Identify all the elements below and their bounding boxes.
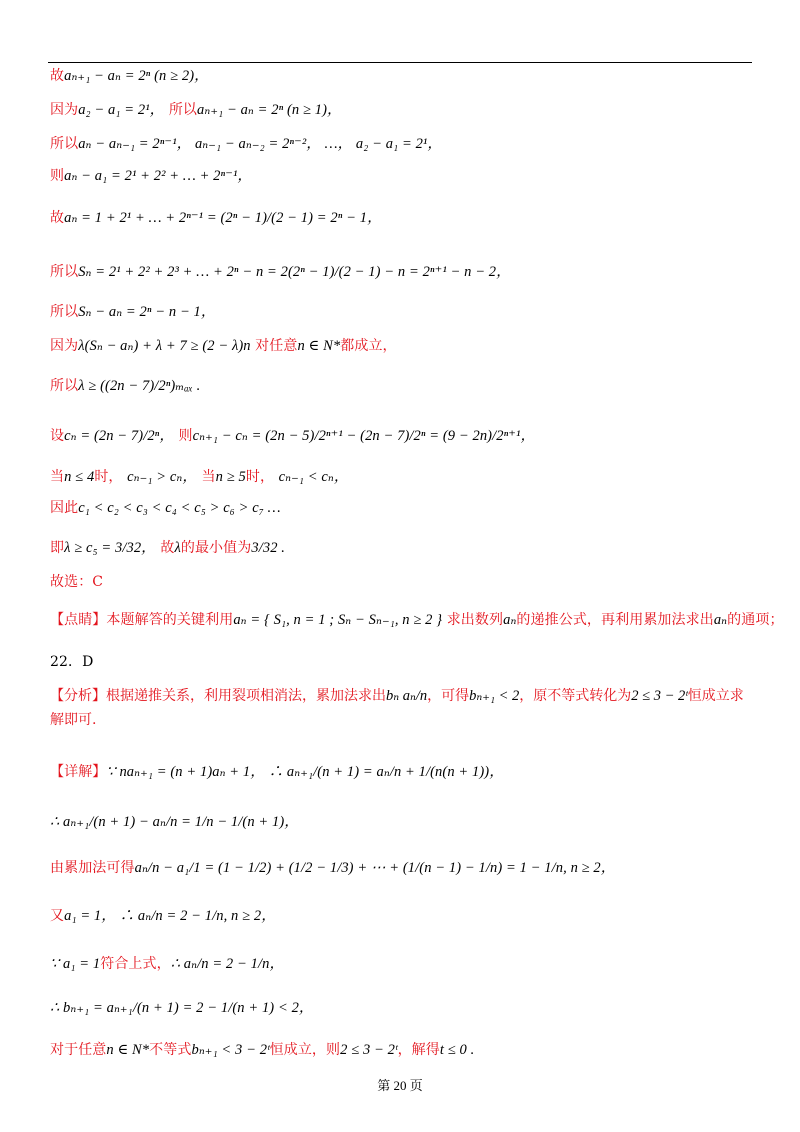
answer-line: 故选：C (50, 574, 104, 590)
text-line: 即λ ≥ c₅ = 3/32， 故λ的最小值为3/32 . (50, 540, 285, 556)
text-line: 因此c₁ < c₂ < c₃ < c₄ < c₅ > c₆ > c₇ … (50, 500, 281, 516)
page-number: 第 20 页 (377, 1078, 423, 1093)
text-line: 故aₙ = 1 + 2¹ + … + 2ⁿ⁻¹ = (2ⁿ − 1)/(2 − 1) = 2ⁿ − 1， (50, 210, 382, 226)
text-line: 则aₙ − a₁ = 2¹ + 2² + … + 2ⁿ⁻¹， (50, 168, 253, 184)
analysis-paragraph: 【分析】根据递推关系，利用裂项相消法，累加法求出bₙ aₙ/n，可得bₙ₊₁ < 2，原不等式转化为2 ≤ 3 − 2ᵗ恒成立求解即可. (50, 688, 744, 728)
text-line: 因为λ(Sₙ − aₙ) + λ + 7 ≥ (2 − λ)n 对任意n ∈ N*都成立， (50, 338, 397, 354)
text-line: 所以λ ≥ ((2n − 7)/2ⁿ)ₘₐₓ . (50, 378, 201, 394)
text-line: 【详解】∵ naₙ₊₁ = (n + 1)aₙ + 1， ∴ aₙ₊₁/(n + 1) = aₙ/n + 1/(n(n + 1))， (50, 764, 504, 780)
text-line: ∴ bₙ₊₁ = aₙ₊₁/(n + 1) = 2 − 1/(n + 1) < 2， (50, 1000, 314, 1016)
text-line: 所以Sₙ = 2¹ + 2² + 2³ + … + 2ⁿ − n = 2(2ⁿ − 1)/(2 − 1) − n = 2ⁿ⁺¹ − n − 2， (50, 264, 511, 280)
text-line: ∴ aₙ₊₁/(n + 1) − aₙ/n = 1/n − 1/(n + 1)， (50, 814, 299, 830)
text-line: 所以Sₙ − aₙ = 2ⁿ − n − 1， (50, 304, 216, 320)
text-line: 设cₙ = (2n − 7)/2ⁿ， 则cₙ₊₁ − cₙ = (2n − 5)/2ⁿ⁺¹ − (2n − 7)/2ⁿ = (9 − 2n)/2ⁿ⁺¹， (50, 428, 536, 444)
header-rule (48, 62, 752, 63)
text-line: 又a₁ = 1， ∴ aₙ/n = 2 − 1/n, n ≥ 2， (50, 908, 276, 924)
text-line: ∵ a₁ = 1符合上式，∴ aₙ/n = 2 − 1/n， (50, 956, 285, 972)
text-line: 【点睛】本题解答的关键利用aₙ = { S₁, n = 1 ; Sₙ − Sₙ₋₁, n ≥ 2 } 求出数列aₙ的递推公式，再利用累加法求出aₙ的通项； (50, 612, 784, 628)
text-line: 所以aₙ − aₙ₋₁ = 2ⁿ⁻¹， aₙ₋₁ − aₙ₋₂ = 2ⁿ⁻²， …， a₂ − a₁ = 2¹， (50, 136, 442, 152)
text-line: 故aₙ₊₁ − aₙ = 2ⁿ (n ≥ 2)， (50, 68, 209, 84)
text-line: 由累加法可得aₙ/n − a₁/1 = (1 − 1/2) + (1/2 − 1/3) + ⋯ + (1/(n − 1) − 1/n) = 1 − 1/n, n ≥ 2， (50, 860, 616, 876)
text-line: 当n ≤ 4时， cₙ₋₁ > cₙ， 当n ≥ 5时， cₙ₋₁ < cₙ， (50, 469, 349, 485)
text-line: 对于任意n ∈ N*不等式bₙ₊₁ < 3 − 2ᵗ恒成立，则2 ≤ 3 − 2ᵗ，解得t ≤ 0 . (50, 1042, 475, 1058)
text-line: 因为a₂ − a₁ = 2¹， 所以aₙ₊₁ − aₙ = 2ⁿ (n ≥ 1)， (50, 102, 342, 118)
question-number: 22．D (50, 654, 94, 670)
